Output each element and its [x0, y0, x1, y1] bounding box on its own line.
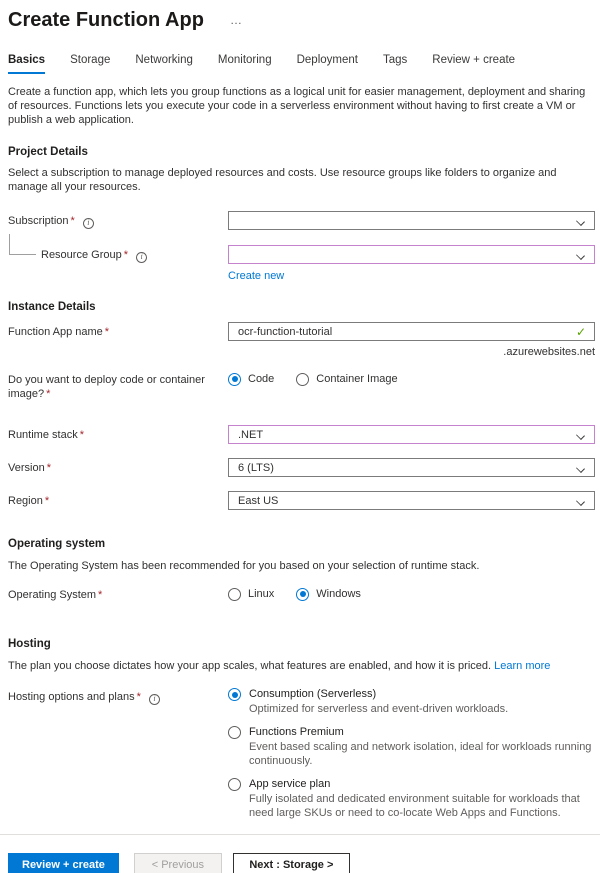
- version-dropdown[interactable]: [228, 458, 595, 477]
- region-row: [8, 491, 595, 510]
- chevron-down-icon: [576, 497, 585, 506]
- function-app-name-row: [8, 322, 595, 359]
- footer-buttons: [8, 853, 595, 873]
- required-marker: *: [136, 691, 141, 703]
- hosting-options-label: Hosting options and plans * i: [8, 687, 228, 705]
- version-row: [8, 458, 595, 477]
- project-details-description: Select a subscription to manage deployed resources and costs. Use resource groups like folders to organize and manage all your resources.: [8, 167, 557, 193]
- tree-connector-line: [9, 234, 36, 255]
- radio-unselected-icon[interactable]: [228, 588, 241, 601]
- radio-unselected-icon[interactable]: [296, 373, 309, 386]
- resource-group-row: [8, 245, 595, 283]
- required-marker: *: [79, 429, 84, 441]
- deploy-question-label: Do you want to deploy code or container image? *: [8, 374, 205, 400]
- radio-app-service-plan[interactable]: App service plan Fully isolated and dedicated environment suitable for workloads that need large SKUs or need to co-locate Web Apps and Functions.: [228, 777, 595, 820]
- radio-selected-icon[interactable]: [296, 588, 309, 601]
- required-marker: *: [70, 215, 75, 227]
- chevron-down-icon: [576, 464, 585, 473]
- required-marker: *: [46, 462, 51, 474]
- region-value: East US: [238, 494, 279, 507]
- tab-networking[interactable]: Networking: [135, 54, 193, 66]
- runtime-stack-row: [8, 425, 595, 444]
- radio-linux[interactable]: Linux: [228, 587, 274, 601]
- subscription-label: Subscription * i: [8, 211, 228, 229]
- function-app-name-input[interactable]: [228, 322, 595, 341]
- previous-button[interactable]: < Previous: [134, 853, 222, 873]
- info-icon[interactable]: i: [136, 252, 147, 263]
- os-radio-group: [228, 585, 595, 601]
- chevron-down-icon: [576, 251, 585, 260]
- operating-system-label: Operating System *: [8, 589, 103, 601]
- radio-code[interactable]: Code: [228, 372, 274, 386]
- operating-system-heading: Operating system: [8, 538, 106, 550]
- domain-suffix: .azurewebsites.net: [503, 346, 595, 358]
- learn-more-link[interactable]: Learn more: [494, 660, 551, 672]
- info-icon[interactable]: i: [83, 218, 94, 229]
- review-create-button[interactable]: Review + create: [8, 853, 119, 873]
- function-app-name-label: Function App name *: [8, 326, 110, 338]
- operating-system-row: [8, 585, 595, 602]
- tab-storage[interactable]: Storage: [70, 54, 111, 66]
- tab-deployment[interactable]: Deployment: [296, 54, 358, 66]
- subscription-dropdown[interactable]: [228, 211, 595, 230]
- runtime-stack-dropdown[interactable]: [228, 425, 595, 444]
- function-app-name-value: ocr-function-tutorial: [238, 325, 333, 338]
- required-marker: *: [44, 495, 50, 507]
- chevron-down-icon: [576, 431, 585, 440]
- runtime-stack-value: .NET: [238, 428, 264, 441]
- deploy-type-radio-group: [228, 370, 595, 386]
- valid-check-icon: ✓: [575, 324, 586, 339]
- version-label: Version *: [8, 462, 51, 474]
- version-value: 6 (LTS): [238, 461, 274, 474]
- next-storage-button[interactable]: Next : Storage >: [233, 853, 350, 873]
- tab-basics[interactable]: Basics: [8, 53, 45, 74]
- more-options-icon[interactable]: …: [229, 13, 243, 27]
- radio-consumption-serverless[interactable]: Consumption (Serverless) Optimized for serverless and event-driven workloads.: [228, 687, 595, 716]
- hosting-radio-group: [228, 687, 595, 820]
- radio-unselected-icon[interactable]: [228, 726, 241, 739]
- wizard-tabs: [8, 53, 595, 74]
- hosting-heading: Hosting: [8, 638, 51, 650]
- deploy-type-row: [8, 370, 595, 401]
- required-marker: *: [104, 326, 110, 338]
- tab-review-create[interactable]: Review + create: [432, 54, 516, 66]
- project-details-heading: Project Details: [8, 146, 88, 158]
- footer-divider: [0, 834, 600, 835]
- required-marker: *: [46, 388, 51, 400]
- radio-functions-premium[interactable]: Functions Premium Event based scaling and network isolation, ideal for workloads running continuously.: [228, 725, 595, 768]
- radio-selected-icon[interactable]: [228, 688, 241, 701]
- operating-system-description: The Operating System has been recommended for you based on your selection of runtime stack.: [8, 560, 480, 572]
- resource-group-label: Resource Group * i: [8, 245, 228, 263]
- resource-group-dropdown[interactable]: [228, 245, 595, 264]
- page-header: [8, 8, 595, 32]
- intro-text: Create a function app, which lets you group functions as a logical unit for easier management, deployment and sharing of resources. Functions lets you execute your code in a serverless environment without having to first create a VM or publish a web application.: [8, 86, 586, 126]
- required-marker: *: [123, 249, 128, 261]
- tab-tags[interactable]: Tags: [382, 54, 408, 66]
- instance-details-heading: Instance Details: [8, 301, 96, 313]
- hosting-description: The plan you choose dictates how your app scales, what features are enabled, and how it is priced. Learn more: [8, 660, 551, 672]
- required-marker: *: [98, 589, 103, 601]
- radio-windows[interactable]: Windows: [296, 587, 361, 601]
- radio-container-image[interactable]: Container Image: [296, 372, 397, 386]
- subscription-row: [8, 211, 595, 230]
- radio-selected-icon[interactable]: [228, 373, 241, 386]
- radio-unselected-icon[interactable]: [228, 778, 241, 791]
- info-icon[interactable]: i: [149, 694, 160, 705]
- hosting-options-row: [8, 687, 595, 820]
- tab-monitoring[interactable]: Monitoring: [217, 54, 272, 66]
- region-dropdown[interactable]: [228, 491, 595, 510]
- create-new-link[interactable]: Create new: [228, 270, 285, 282]
- region-label: Region *: [8, 495, 50, 507]
- runtime-stack-label: Runtime stack *: [8, 429, 84, 441]
- page-title: Create Function App: [8, 9, 204, 31]
- chevron-down-icon: [576, 217, 585, 226]
